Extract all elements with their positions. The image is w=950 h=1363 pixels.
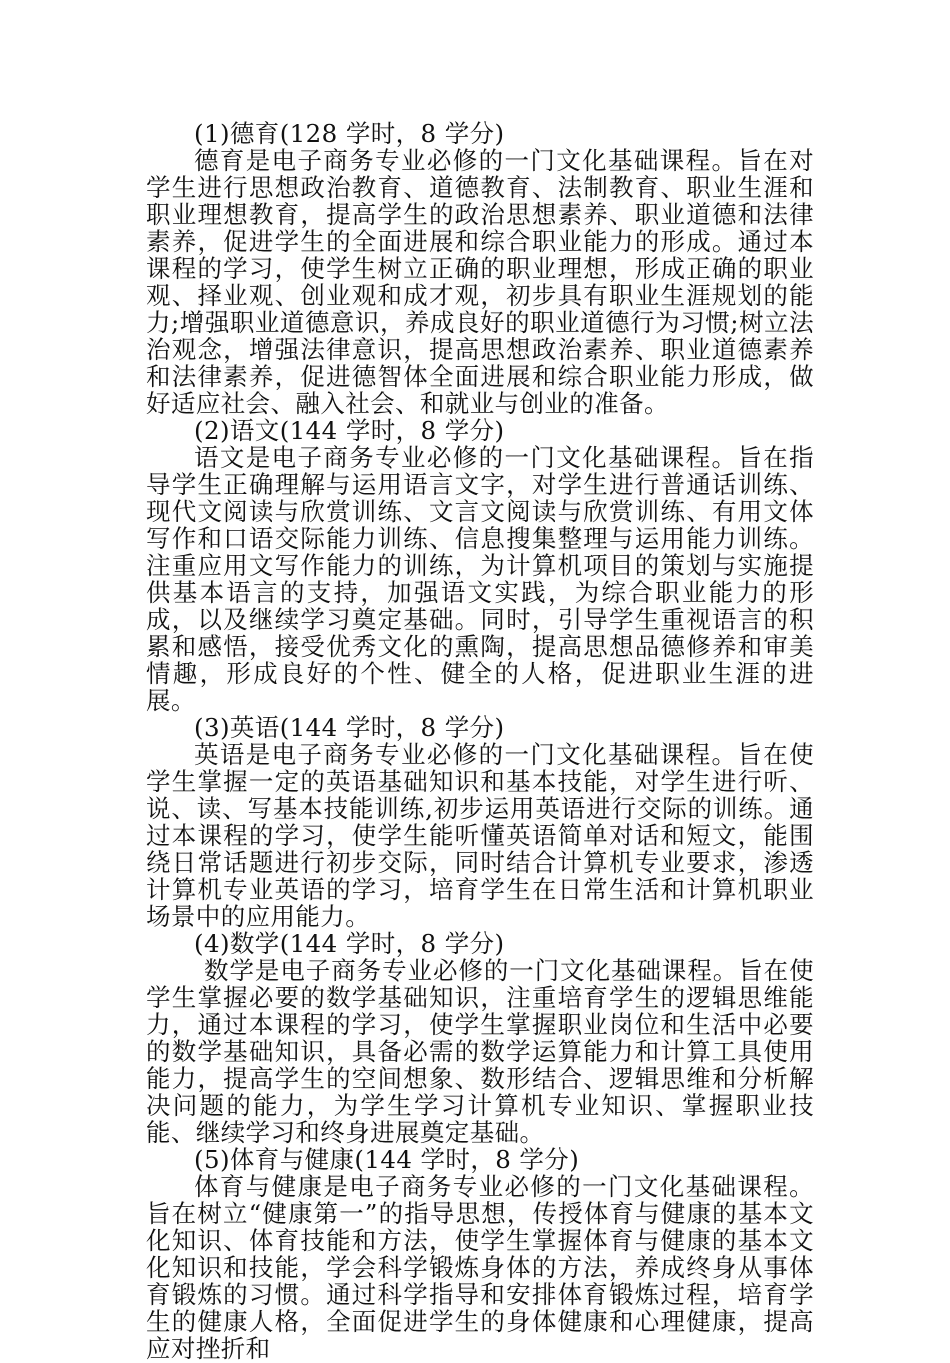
section-body-pe-health: 体育与健康是电子商务专业必修的一门文化基础课程。旨在树立“健康第一”的指导思想，传授体育与健康的基本文化知识、体育技能和方法，使学生掌握体育与健康的基本文化知识和技能，学会科学锻炼身体的方法，养成终身从事体育锻炼的习惯。通过科学指导和安排体育锻炼过程，培育学生的健康人格，全面促进学生的身体健康和心理健康，提高应对挫折和 [146, 1172, 814, 1363]
section-heading-chinese: (2)语文(144 学时，8 学分) [194, 416, 505, 445]
section-heading-pe-health: (5)体育与健康(144 学时，8 学分) [194, 1145, 580, 1174]
section-body-moral-education: 德育是电子商务专业必修的一门文化基础课程。旨在对学生进行思想政治教育、道德教育、法制教育、职业生涯和职业理想教育，提高学生的政治思想素养、职业道德和法律素养，促进学生的全面进展和综合职业能力的形成。通过本课程的学习，使学生树立正确的职业理想，形成正确的职业观、择业观、创业观和成才观，初步具有职业生涯规划的能力;增强职业道德意识，养成良好的职业道德行为习惯;树立法治观念，增强法律意识，提高思想政治素养、职业道德素养和法律素养，促进德智体全面进展和综合职业能力形成，做好适应社会、融入社会、和就业与创业的准备。 [146, 146, 814, 418]
section-body-chinese: 语文是电子商务专业必修的一门文化基础课程。旨在指导学生正确理解与运用语言文字，对学生进行普通话训练、现代文阅读与欣赏训练、文言文阅读与欣赏训练、有用文体写作和口语交际能力训练、信息搜集整理与运用能力训练。注重应用文写作能力的训练，为计算机项目的策划与实施提供基本语言的支持，加强语文实践，为综合职业能力的形成，以及继续学习奠定基础。同时，引导学生重视语言的积累和感悟，接受优秀文化的熏陶，提高思想品德修养和审美情趣，形成良好的个性、健全的人格，促进职业生涯的进展。 [146, 443, 814, 715]
section-body-math: 数学是电子商务专业必修的一门文化基础课程。旨在使学生掌握必要的数学基础知识，注重培育学生的逻辑思维能力，通过本课程的学习，使学生掌握职业岗位和生活中必要的数学基础知识，具备必需的数学运算能力和计算工具使用能力，提高学生的空间想象、数形结合、逻辑思维和分析解决问题的能力，为学生学习计算机专业知识、掌握职业技能、继续学习和终身进展奠定基础。 [146, 956, 814, 1147]
section-heading-moral-education: (1)德育(128 学时，8 学分) [194, 119, 505, 148]
section-heading-math: (4)数学(144 学时，8 学分) [194, 929, 505, 958]
section-body-english: 英语是电子商务专业必修的一门文化基础课程。旨在使学生掌握一定的英语基础知识和基本技能，对学生进行听、说、读、写基本技能训练,初步运用英语进行交际的训练。通过本课程的学习，使学生能听懂英语简单对话和短文，能围绕日常话题进行初步交际，同时结合计算机专业要求，渗透计算机专业英语的学习，培育学生在日常生活和计算机职业场景中的应用能力。 [146, 740, 814, 931]
document-body [146, 120, 814, 1362]
section-heading-english: (3)英语(144 学时，8 学分) [194, 713, 505, 742]
